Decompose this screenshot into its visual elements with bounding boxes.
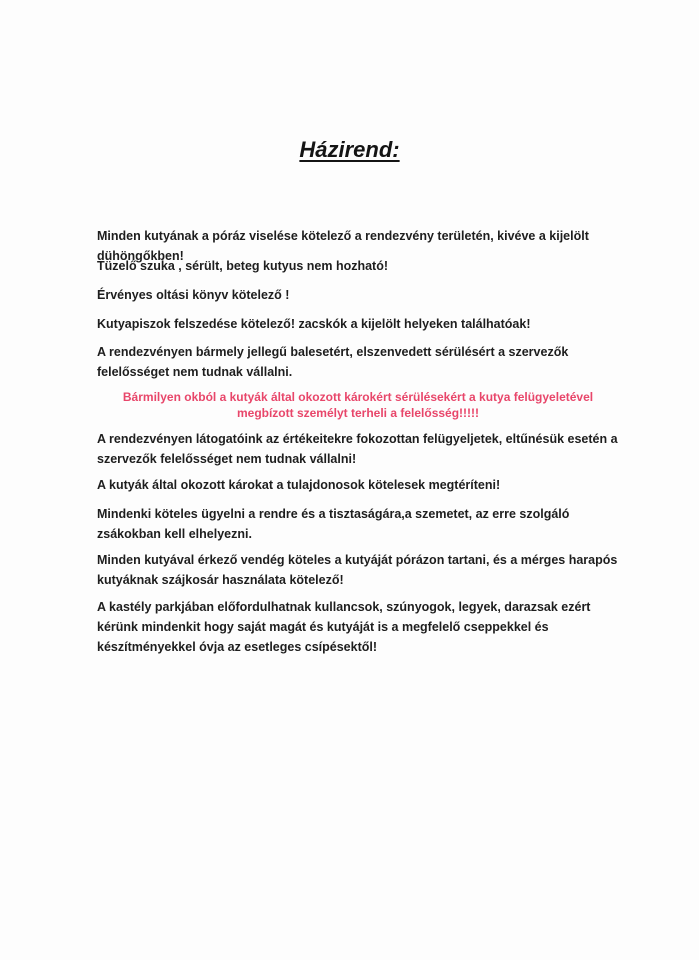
rule-no-sick-dogs: Tüzelő szuka , sérült, beteg kutyus nem hozható! <box>97 259 389 273</box>
rule-liability: A rendezvényen bármely jellegű balesetért, elszenvedett sérülésért a szervezők felelősséget nem tudnak vállalni. <box>97 345 569 379</box>
rule-tidiness: Mindenki köteles ügyelni a rendre és a tisztaságára,a szemetet, az erre szolgáló zsákokban kell elhelyezni. <box>97 507 570 541</box>
rule-vaccination: Érvényes oltási könyv kötelező ! <box>97 288 290 302</box>
rule-cleanup: Kutyapiszok felszedése kötelező! zacskók a kijelölt helyeken találhatóak! <box>97 317 531 331</box>
rule-muzzle: Minden kutyával érkező vendég köteles a kutyáját pórázon tartani, és a mérges harapós kutyáknak szájkosár használata kötelező! <box>97 553 618 587</box>
rule-insects: A kastély parkjában előfordulhatnak kullancsok, szúnyogok, legyek, darazsak ezért kérünk mindenkit hogy saját magát és kutyáját is a megfelelő cseppekkel és készítményekkel óvja az esetleges csípésektől! <box>97 600 591 654</box>
rule-damages: A kutyák által okozott károkat a tulajdonosok kötelesek megtéríteni! <box>97 478 501 492</box>
rule-leash: Minden kutyának a póráz viselése kötelező a rendezvény területén, kivéve a kijelölt dühöngőkben! <box>97 229 589 263</box>
rule-valuables: A rendezvényen látogatóink az értékeitekre fokozottan felügyeljetek, eltűnésük esetén a szervezők felelősséget nem tudnak vállalni! <box>97 432 618 466</box>
page-title: Házirend: <box>299 137 400 162</box>
warning-notice: Bármilyen okból a kutyák által okozott károkért sérülésekért a kutya felügyeletével megbízott személyt terheli a felelősség!!!!! <box>122 390 594 420</box>
